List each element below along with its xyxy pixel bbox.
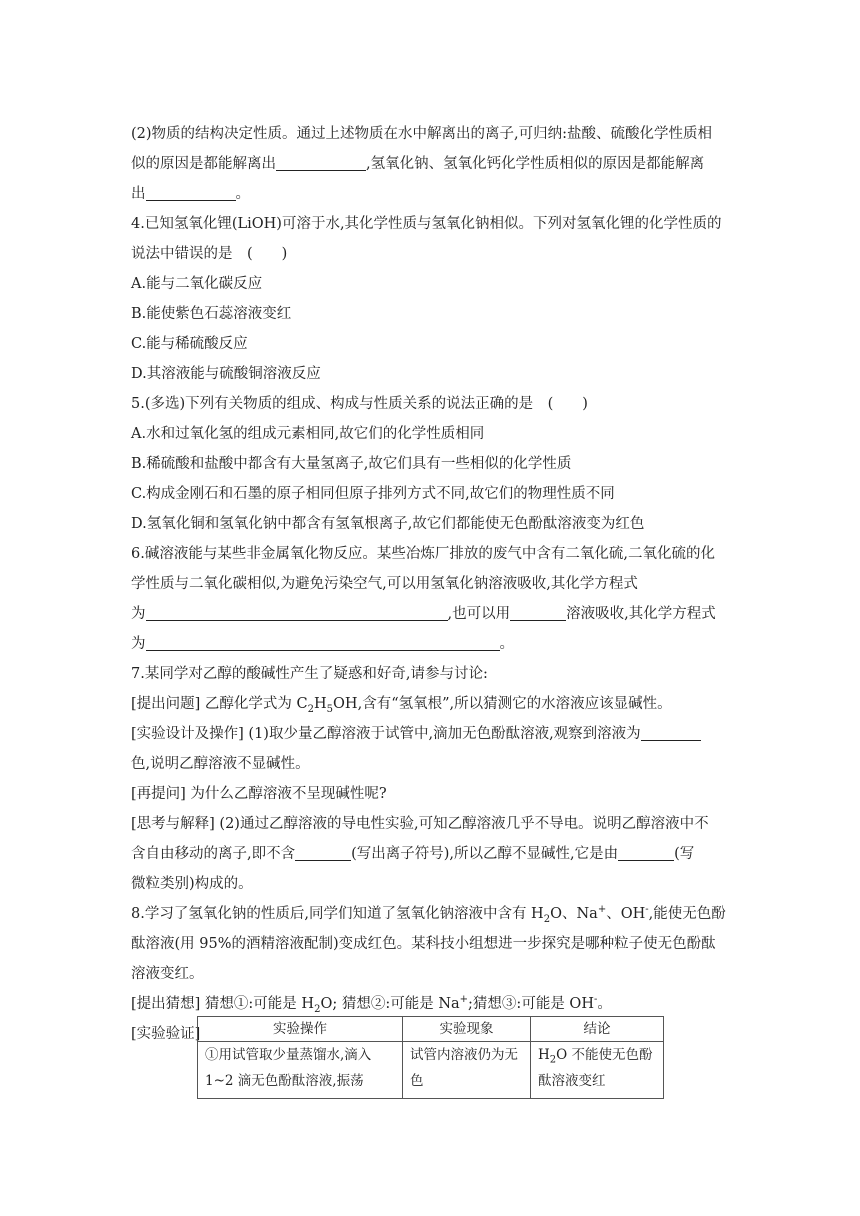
experiment-table bbox=[197, 1016, 664, 1099]
q4-option-c: C.能与稀硫酸反应 bbox=[131, 336, 248, 352]
q4-option-d: D.其溶液能与硫酸铜溶液反应 bbox=[131, 366, 321, 382]
table-header-cell: 结论 bbox=[531, 1017, 664, 1042]
q8-line-3: 溶液变红。 bbox=[131, 966, 204, 982]
ion-symbol-blank[interactable] bbox=[295, 842, 351, 861]
q8-line-2: 酞溶液(用 95%的酒精溶液配制)变成红色。某科技小组想进一步探究是哪种粒子使无色酚酞 bbox=[131, 936, 716, 952]
q7-again: [再提问] 为什么乙醇溶液不呈现碱性呢? bbox=[131, 786, 387, 802]
q4-option-b: B.能使紫色石蕊溶液变红 bbox=[131, 306, 292, 322]
q7-design-line-2: 色,说明乙醇溶液不显碱性。 bbox=[131, 756, 310, 772]
answer-blank[interactable] bbox=[146, 182, 236, 201]
document-body bbox=[131, 119, 731, 1049]
q3-line-2: 似的原因是都能解离出 ,氢氧化钠、氢氧化钙化学性质相似的原因是都能解离 bbox=[131, 149, 731, 179]
q5-option-a: A.水和过氧化氢的组成元素相同,故它们的化学性质相同 bbox=[131, 426, 485, 442]
q7-think-line-3: 微粒类别)构成的。 bbox=[131, 876, 253, 892]
q7-think-line-2: 含自由移动的离子,即不含 (写出离子符号),所以乙醇不显碱性,它是由 (写 bbox=[131, 839, 731, 869]
answer-blank[interactable] bbox=[276, 152, 366, 171]
table-row bbox=[198, 1042, 664, 1099]
table-header-cell: 实验操作 bbox=[198, 1017, 403, 1042]
table-cell: ①用试管取少量蒸馏水,滴入 1~2 滴无色酚酞溶液,振荡 bbox=[198, 1042, 403, 1099]
solution-blank[interactable] bbox=[510, 602, 566, 621]
table-header-cell: 实验现象 bbox=[403, 1017, 531, 1042]
table-cell: 试管内溶液仍为无 色 bbox=[403, 1042, 531, 1099]
q5-stem: 5.(多选)下列有关物质的组成、构成与性质关系的说法正确的是 ( ) bbox=[131, 396, 588, 412]
q7-think-line-1: [思考与解释] (2)通过乙醇溶液的导电性实验,可知乙醇溶液几乎不导电。说明乙醇溶液中不 bbox=[131, 816, 709, 832]
q4-stem-line-1: 4.已知氢氧化锂(LiOH)可溶于水,其化学性质与氢氧化钠相似。下列对氢氧化锂的化学性质的 bbox=[131, 216, 722, 232]
q8-verify: [实验验证] bbox=[131, 1026, 201, 1042]
q3-line-3: 出 。 bbox=[131, 179, 731, 209]
answer-blank[interactable] bbox=[641, 722, 701, 741]
q6-line-4: 为 。 bbox=[131, 629, 731, 659]
q6-line-2: 学性质与二氧化碳相似,为避免污染空气,可以用氢氧化钠溶液吸收,其化学方程式 bbox=[131, 576, 638, 592]
q8-line-1: 8.学习了氢氧化钠的性质后,同学们知道了氢氧化钠溶液中含有 $H_2O$、Na+、OH-,能使无色酚 bbox=[131, 904, 726, 925]
q4-stem-line-2: 说法中错误的是 ( ) bbox=[131, 246, 288, 262]
particle-type-blank[interactable] bbox=[618, 842, 674, 861]
q7-design-line-1: [实验设计及操作] (1)取少量乙醇溶液于试管中,滴加无色酚酞溶液,观察到溶液为 bbox=[131, 719, 731, 749]
q6-line-3: 为 ,也可以用 溶液吸收,其化学方程式 bbox=[131, 599, 731, 629]
equation-blank[interactable] bbox=[146, 632, 500, 651]
q5-option-d: D.氢氧化铜和氢氧化钠中都含有氢氧根离子,故它们都能使无色酚酞溶液变为红色 bbox=[131, 516, 645, 532]
q4-option-a: A.能与二氧化碳反应 bbox=[131, 276, 263, 292]
table-header-row bbox=[198, 1017, 664, 1042]
equation-blank[interactable] bbox=[146, 602, 448, 621]
table-cell: $H_2O$ 不能使无色酚 酞溶液变红 bbox=[531, 1042, 664, 1099]
q6-line-1: 6.碱溶液能与某些非金属氧化物反应。某些冶炼厂排放的废气中含有二氧化硫,二氧化硫的化 bbox=[131, 546, 715, 562]
q3-line-1: (2)物质的结构决定性质。通过上述物质在水中解离出的离子,可归纳:盐酸、硫酸化学性质相 bbox=[131, 126, 713, 142]
q8-guess: [提出猜想] 猜想①:可能是 $H_2O$; 猜想②:可能是 Na+;猜想③:可能是 OH-。 bbox=[131, 994, 612, 1015]
q5-option-c: C.构成金刚石和石墨的原子相同但原子排列方式不同,故它们的物理性质不同 bbox=[131, 486, 615, 502]
q5-option-b: B.稀硫酸和盐酸中都含有大量氢离子,故它们具有一些相似的化学性质 bbox=[131, 456, 572, 472]
q7-intro: 7.某同学对乙醇的酸碱性产生了疑惑和好奇,请参与讨论: bbox=[131, 666, 488, 682]
q7-question: [提出问题] 乙醇化学式为 $C_2H_5OH$,含有“氢氧根”,所以猜测它的水溶液应该显碱性。 bbox=[131, 696, 672, 715]
